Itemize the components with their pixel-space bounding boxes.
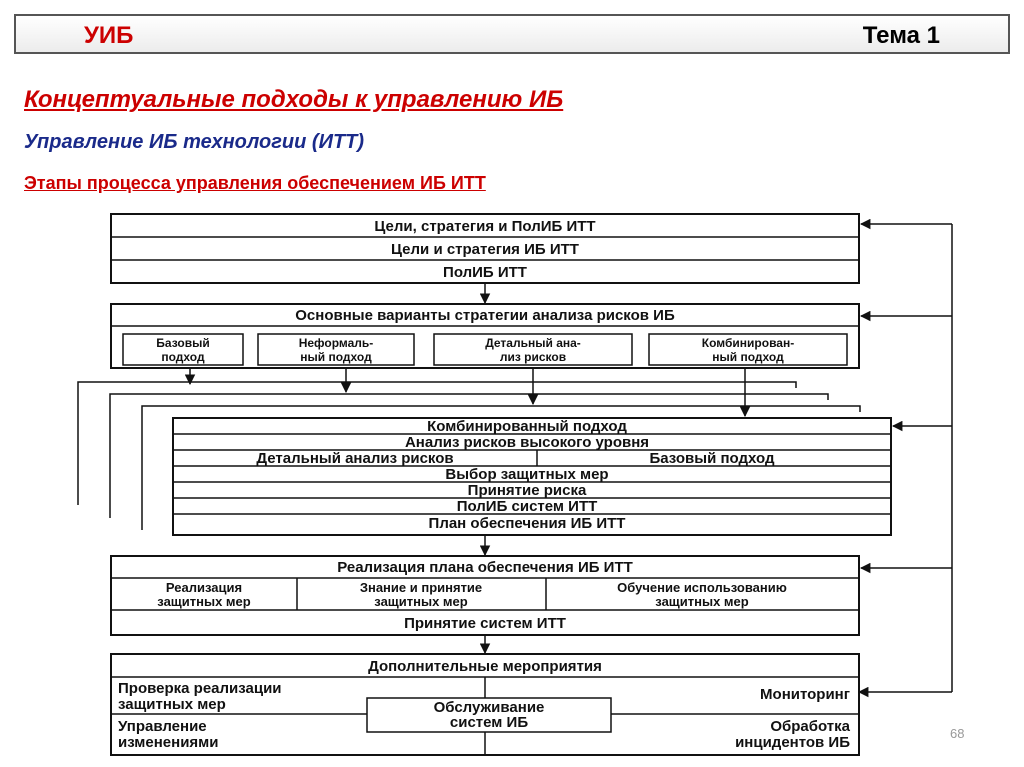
implementation-block	[111, 556, 859, 635]
impl-cell-1-line1: Реализация	[165, 580, 243, 595]
monitoring: Мониторинг	[760, 686, 850, 703]
additional-block	[111, 654, 859, 755]
impl-cell-3-line2: защитных мер	[655, 594, 749, 609]
strategy-title: Основные варианты стратегии анализа рисков ИБ	[295, 307, 675, 324]
impl-cell-2-line1: Знание и принятие	[359, 580, 483, 595]
topic-label: Тема 1	[862, 22, 940, 49]
impl-cell-3-line1: Обучение использованию	[617, 580, 787, 595]
option-informal-line2: ный подход	[300, 350, 372, 364]
impl-cell-2-line2: защитных мер	[374, 594, 468, 609]
risk-analysis-block	[173, 418, 891, 535]
goals-block	[111, 214, 859, 283]
option-basic-line2: подход	[161, 350, 205, 364]
risk-row-plan: План обеспечения ИБ ИТТ	[428, 515, 626, 532]
risk-row-detailed: Детальный анализ рисков	[256, 450, 454, 467]
slide-title: Концептуальные подходы к управлению ИБ	[24, 86, 564, 113]
option-informal-line1: Неформаль-	[298, 336, 374, 350]
risk-row-high-level: Анализ рисков высокого уровня	[404, 434, 650, 451]
option-combined-line2: ный подход	[712, 350, 784, 364]
option-detailed-line2: лиз рисков	[499, 350, 567, 364]
goals-row-2: Цели и стратегия ИБ ИТТ	[391, 241, 579, 258]
check-line2: защитных мер	[118, 696, 226, 713]
incidents-line2: инцидентов ИБ	[735, 734, 850, 751]
risk-row-basic: Базовый подход	[649, 450, 775, 467]
slide-subtitle: Управление ИБ технологии (ИТТ)	[24, 131, 365, 153]
page-number: 68	[950, 726, 965, 741]
implementation-title: Реализация плана обеспечения ИБ ИТТ	[337, 559, 633, 576]
incidents-line1: Обработка	[770, 718, 850, 735]
goals-row-3: ПолИБ ИТТ	[443, 264, 527, 281]
maintenance-line1: Обслуживание	[433, 699, 545, 716]
strategy-block	[111, 304, 859, 368]
option-basic-line1: Базовый	[156, 336, 210, 350]
additional-title: Дополнительные мероприятия	[368, 658, 602, 675]
risk-row-combined: Комбинированный подход	[427, 418, 627, 435]
option-combined-line1: Комбинирован-	[701, 336, 795, 350]
maintenance-line2: систем ИБ	[449, 714, 529, 731]
risk-row-measures: Выбор защитных мер	[445, 466, 609, 483]
course-title: УИБ	[84, 22, 134, 49]
risk-row-policy: ПолИБ систем ИТТ	[456, 498, 598, 515]
implementation-footer: Принятие систем ИТТ	[404, 615, 566, 632]
option-detailed-line1: Детальный ана-	[485, 336, 581, 350]
goals-row-1: Цели, стратегия и ПолИБ ИТТ	[374, 218, 596, 235]
change-mgmt-line2: изменениями	[118, 734, 219, 751]
change-mgmt-line1: Управление	[118, 718, 207, 735]
impl-cell-1-line2: защитных мер	[157, 594, 251, 609]
risk-row-acceptance: Принятие риска	[467, 482, 587, 499]
check-line1: Проверка реализации	[118, 680, 282, 697]
section-title: Этапы процесса управления обеспечением ИБ ИТТ	[24, 173, 486, 193]
